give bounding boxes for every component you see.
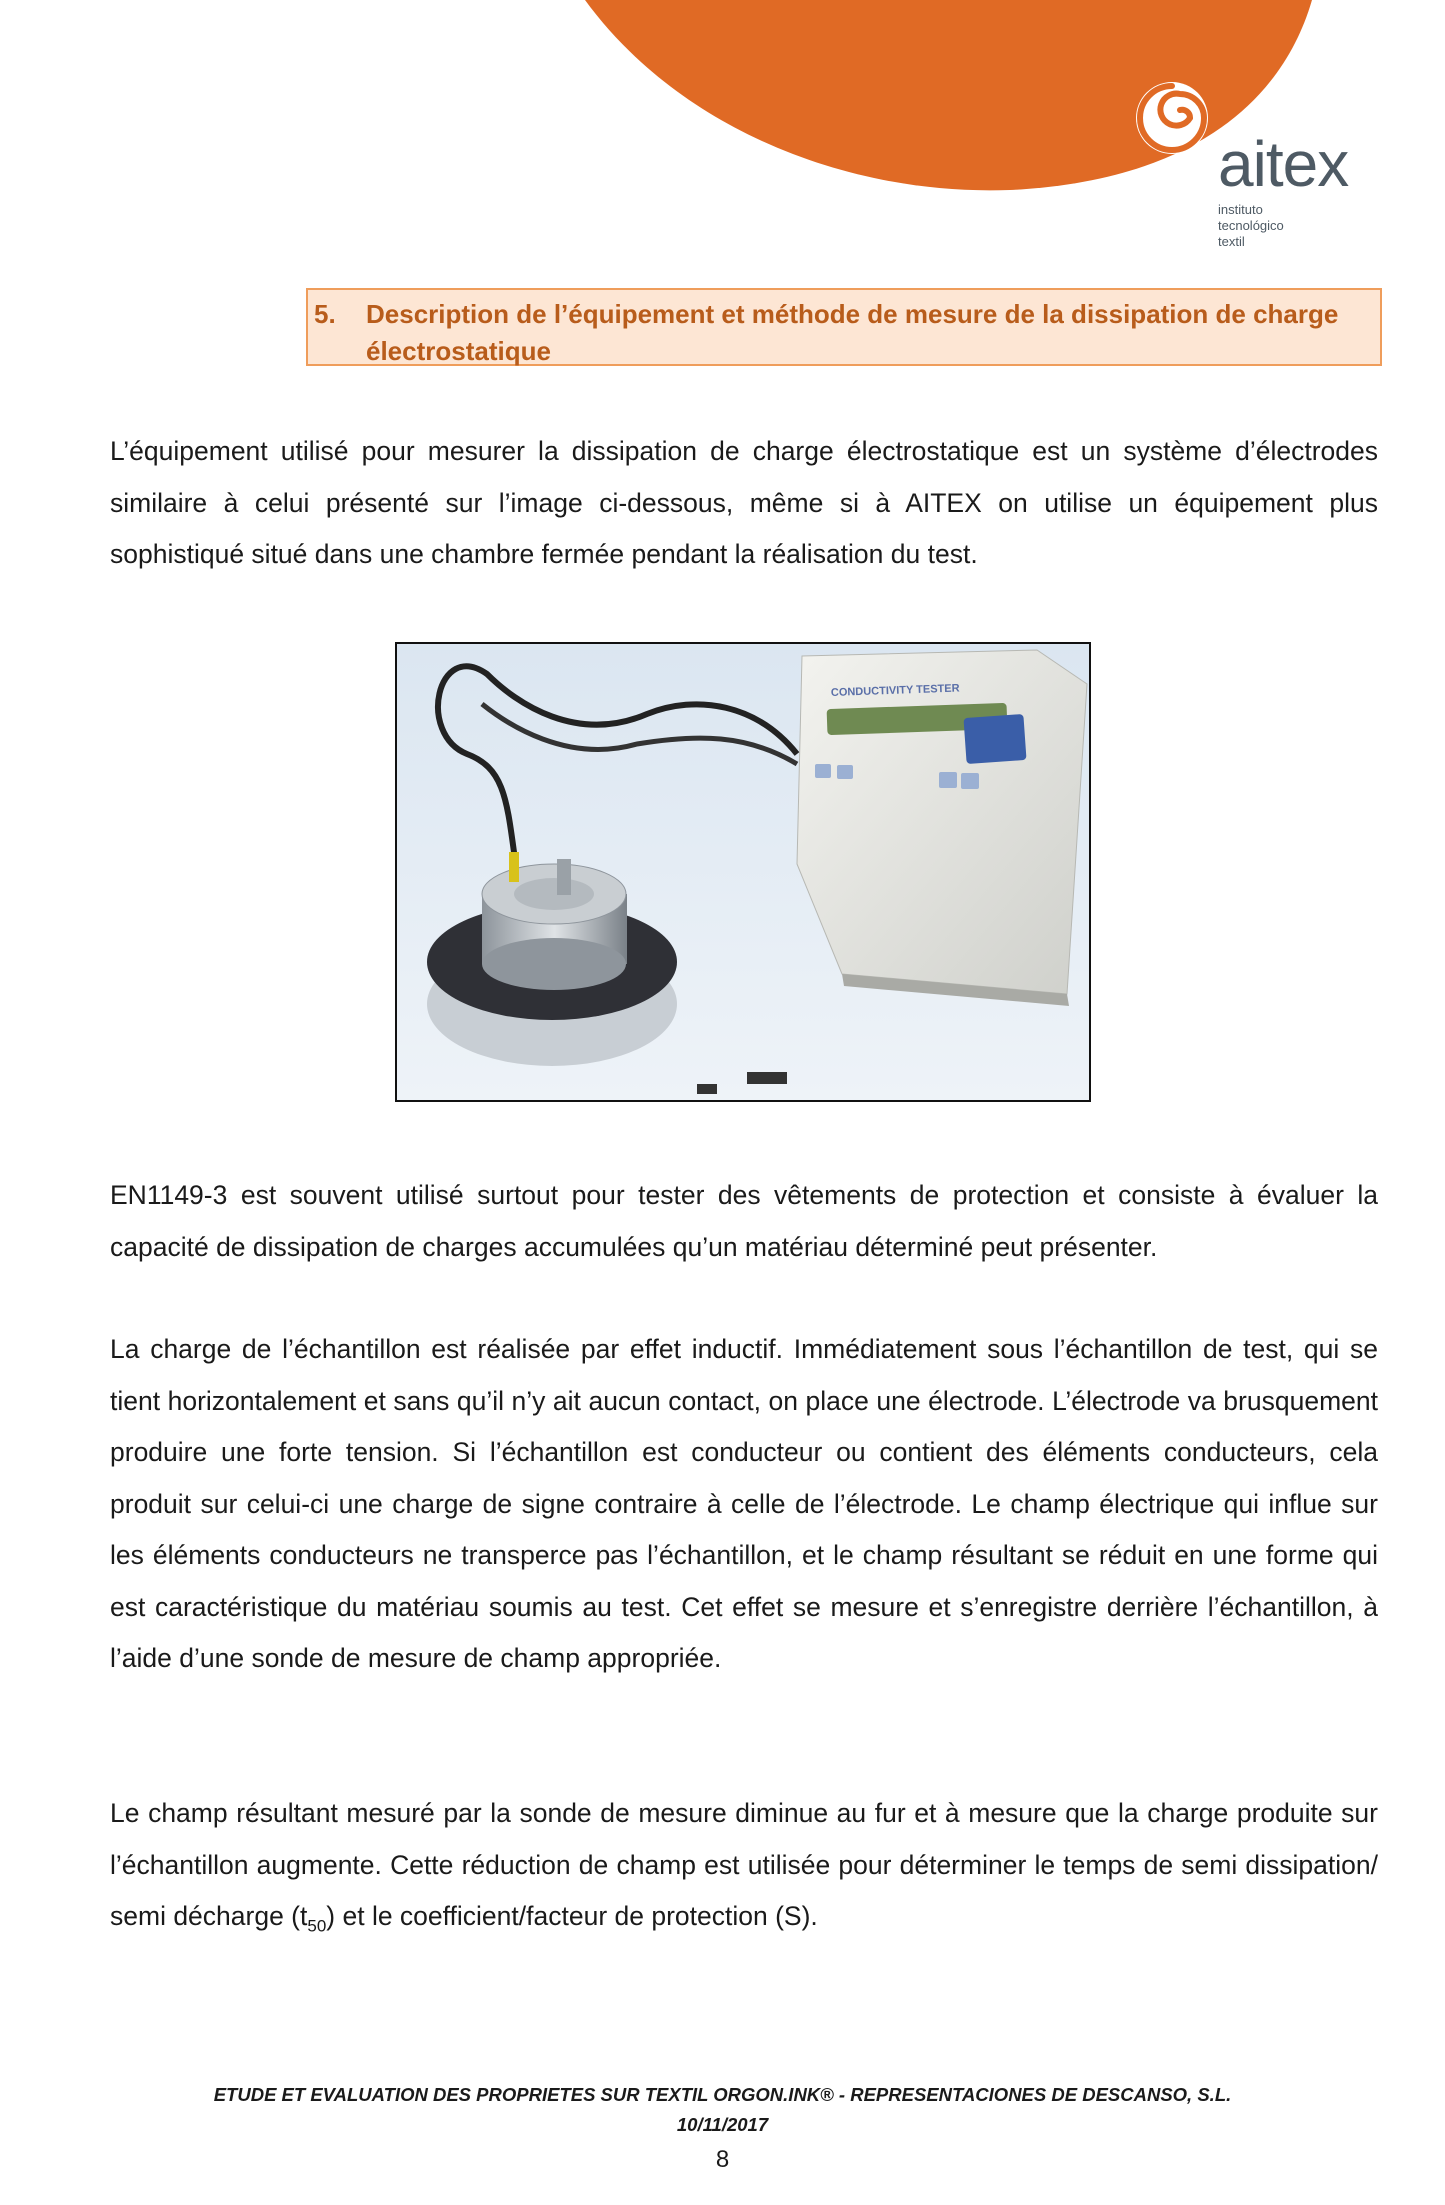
paragraph-charge: La charge de l’échantillon est réalisée par effet inductif. Immédiatement sous l’échantillon de test, qui se tient horizontalement et sans qu’il n’y ait aucun contact, on place une électrode. L’électrode va brusquement produire une forte tension. Si l’échantillon est conducteur ou contient des éléments conducteurs, cela produit sur celui-ci une charge de signe contraire à celle de l’électrode. Le champ électrique qui influe sur les éléments conducteurs ne transperce pas l’échantillon, et le champ résultant se réduit en une forme qui est caractéristique du matériau soumis au test. Cet effet se mesure et s’enregistre derrière l’échantillon, à l’aide d’une sonde de mesure de champ appropriée.: [110, 1334, 1378, 1673]
section-number: 5.: [314, 299, 336, 329]
aitex-logo: [1130, 78, 1390, 258]
paragraph-en1149: EN1149-3 est souvent utilisé surtout pour tester des vêtements de protection et consiste à évaluer la capacité de dissipation de charges accumulées qu’un matériau déterminé peut présenter.: [110, 1180, 1378, 1262]
t50-subscript: 50: [307, 1916, 327, 1936]
logo-wordmark: aitex: [1218, 128, 1349, 200]
logo-subtitle-line: tecnológico: [1218, 218, 1284, 233]
device-label: CONDUCTIVITY TESTER: [830, 682, 960, 699]
tester-device: [797, 650, 1087, 1006]
section-title-text: Description de l’équipement et méthode de mesure de la dissipation de charge électrostatique: [366, 299, 1339, 366]
equipment-photo: [395, 642, 1091, 1102]
paragraph-field: [110, 1788, 1378, 1952]
paragraph-intro: L’équipement utilisé pour mesurer la dissipation de charge électrostatique est un système d’électrodes similaire à celui présenté sur l’image ci-dessous, même si à AITEX on utilise un équipement plus sophistiqué situé dans une chambre fermée pendant la réalisation du test.: [110, 436, 1378, 569]
equipment-illustration: [397, 644, 1089, 1100]
logo-subtitle: [1218, 202, 1284, 250]
footer-title: ETUDE ET EVALUATION DES PROPRIETES SUR TEXTIL ORGON.INK® - REPRESENTACIONES DE DESCANSO, S.L.: [213, 2084, 1232, 2105]
paragraph-field-text: Le champ résultant mesuré par la sonde de mesure diminue au fur et à mesure que la charge produite sur l’échantillon augmente. Cette réduction de champ est utilisée pour déterminer le temps de semi dissipation/ semi décharge (t: [110, 1798, 1378, 1931]
logo-subtitle-line: textil: [1218, 234, 1245, 249]
section-heading-box: [306, 288, 1382, 366]
paragraph-field-text-end: ) et le coefficient/facteur de protection (S).: [326, 1901, 818, 1931]
logo-spiral-icon: [1132, 78, 1222, 168]
footer-date: 10/11/2017: [676, 2114, 769, 2135]
logo-subtitle-line: instituto: [1218, 202, 1263, 217]
page-number: 8: [715, 2146, 730, 2173]
section-title: [314, 296, 1368, 370]
